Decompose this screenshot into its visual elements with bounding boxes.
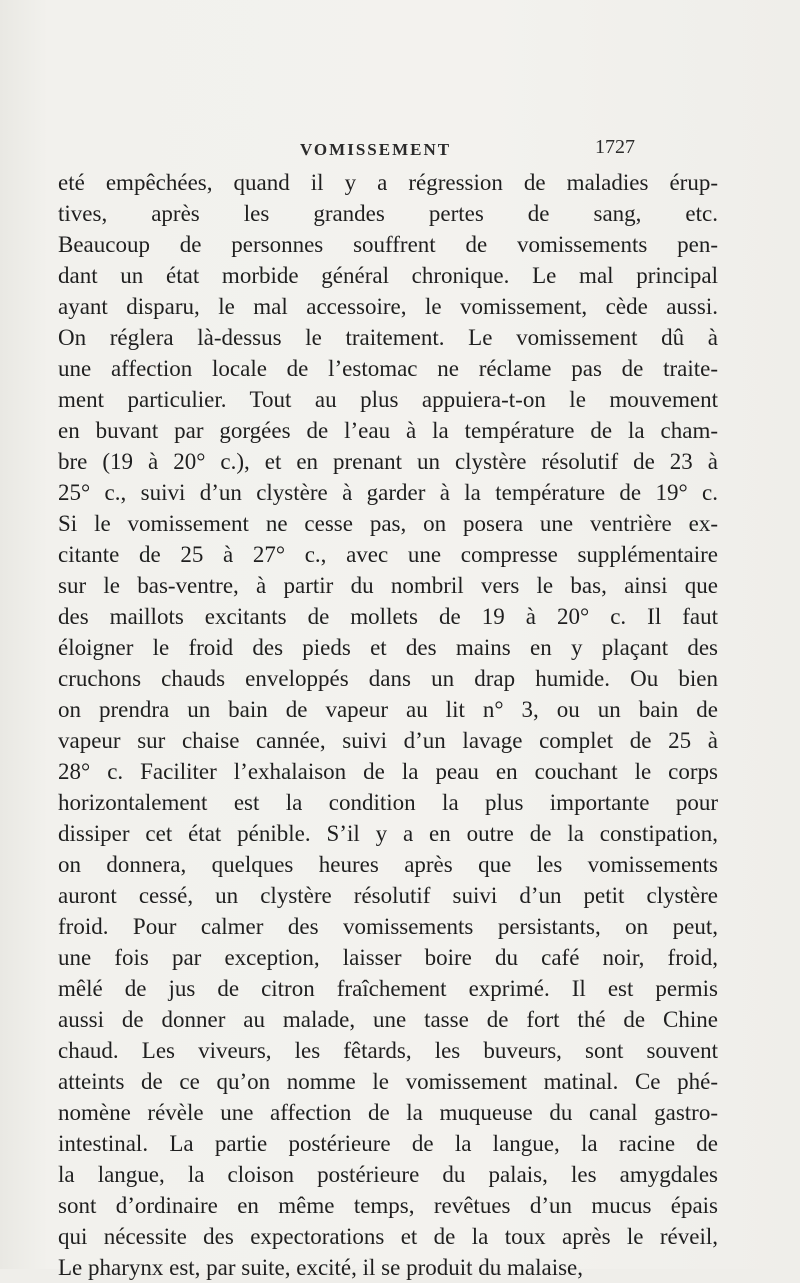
page-number: 1727 (595, 136, 635, 158)
text-line: cruchons chauds enveloppés dans un drap humide. Ou bien (58, 666, 718, 691)
text-line: sont d’ordinaire en même temps, revêtues d’un mucus épais (58, 1193, 718, 1218)
text-line: sur le bas-ventre, à partir du nombril vers le bas, ainsi que (58, 573, 718, 598)
text-line: éloigner le froid des pieds et des mains en y plaçant des (58, 635, 718, 660)
text-line: mêlé de jus de citron fraîchement exprimé. Il est permis (58, 976, 718, 1001)
text-line: horizontalement est la condition la plus importante pour (58, 790, 718, 815)
text-line: nomène révèle une affection de la muqueuse du canal gastro- (58, 1100, 718, 1125)
text-line: dissiper cet état pénible. S’il y a en outre de la constipation, (58, 821, 718, 846)
text-line: froid. Pour calmer des vomissements persistants, on peut, (58, 914, 718, 939)
text-line: 28° c. Faciliter l’exhalaison de la peau en couchant le corps (58, 759, 718, 784)
text-line: Beaucoup de personnes souffrent de vomissements pen- (58, 232, 718, 257)
text-line: la langue, la cloison postérieure du palais, les amygdales (58, 1162, 718, 1187)
text-line: on donnera, quelques heures après que les vomissements (58, 852, 718, 877)
text-line: dant un état morbide général chronique. Le mal principal (58, 263, 718, 288)
body-text (58, 167, 718, 1283)
text-line: ment particulier. Tout au plus appuiera-t-on le mouvement (58, 387, 718, 412)
text-line: ayant disparu, le mal accessoire, le vomissement, cède aussi. (58, 294, 718, 319)
text-line: une fois par exception, laisser boire du café noir, froid, (58, 945, 718, 970)
text-line: tives, après les grandes pertes de sang, etc. (58, 201, 718, 226)
text-line: en buvant par gorgées de l’eau à la température de la cham- (58, 418, 718, 443)
text-line: bre (19 à 20° c.), et en prenant un clystère résolutif de 23 à (58, 449, 718, 474)
text-line: on prendra un bain de vapeur au lit n° 3, ou un bain de (58, 697, 718, 722)
text-line: eté empêchées, quand il y a régression de maladies érup- (58, 170, 718, 195)
text-line: Si le vomissement ne cesse pas, on posera une ventrière ex- (58, 511, 718, 536)
page-header (0, 136, 800, 166)
text-line: qui nécessite des expectorations et de la toux après le réveil, (58, 1224, 718, 1249)
text-line: des maillots excitants de mollets de 19 à 20° c. Il faut (58, 604, 718, 629)
text-line: auront cessé, un clystère résolutif suivi d’un petit clystère (58, 883, 718, 908)
text-line: Le pharynx est, par suite, excité, il se produit du malaise, (58, 1255, 584, 1280)
text-line: aussi de donner au malade, une tasse de fort thé de Chine (58, 1007, 718, 1032)
text-line: chaud. Les viveurs, les fêtards, les buveurs, sont souvent (58, 1038, 718, 1063)
text-line: atteints de ce qu’on nomme le vomissement matinal. Ce phé- (58, 1069, 718, 1094)
text-line: On réglera là-dessus le traitement. Le vomissement dû à (58, 325, 718, 350)
text-line: une affection locale de l’estomac ne réclame pas de traite- (58, 356, 718, 381)
text-line: intestinal. La partie postérieure de la langue, la racine de (58, 1131, 718, 1156)
text-line: vapeur sur chaise cannée, suivi d’un lavage complet de 25 à (58, 728, 718, 753)
text-line: 25° c., suivi d’un clystère à garder à la température de 19° c. (58, 480, 718, 505)
running-head: VOMISSEMENT (300, 140, 452, 159)
text-line: citante de 25 à 27° c., avec une compresse supplémentaire (58, 542, 718, 567)
